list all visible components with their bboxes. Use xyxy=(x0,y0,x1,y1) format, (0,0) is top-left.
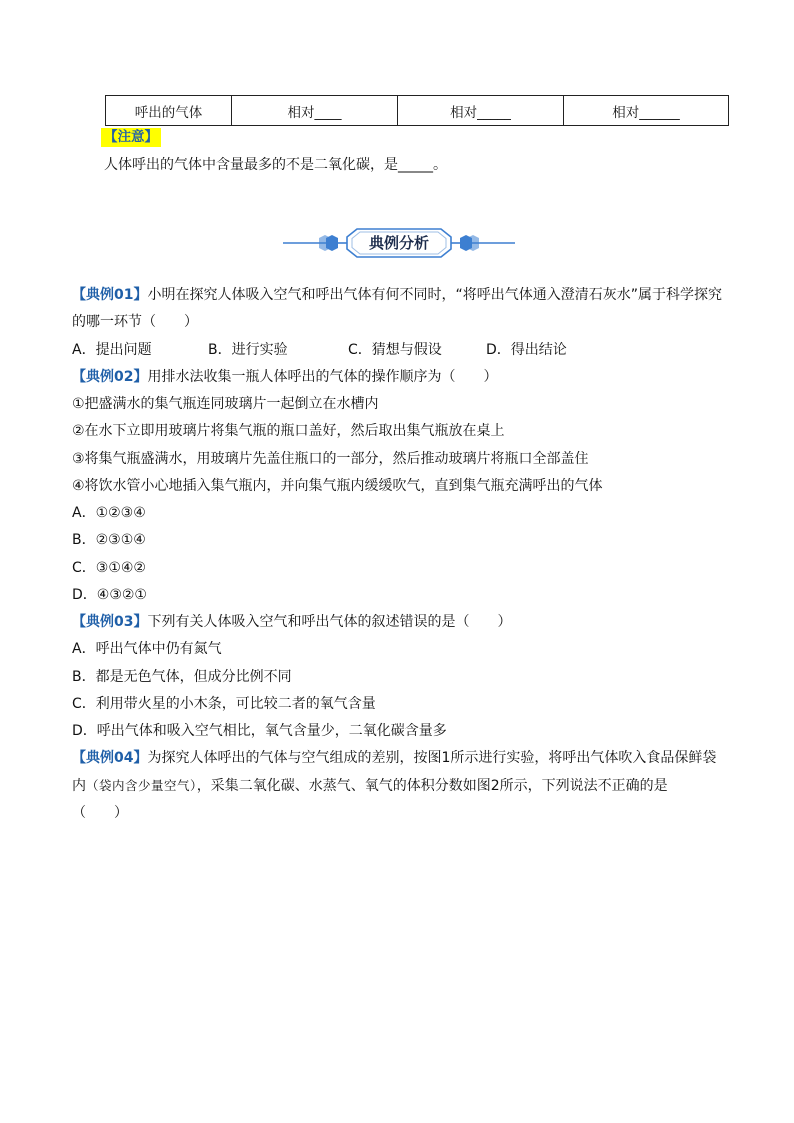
table-cell-blank: 相对____ xyxy=(231,96,397,125)
example-03-stem xyxy=(72,611,511,633)
example-02-option-a: A．①②③④ xyxy=(72,505,146,521)
example-04-stem xyxy=(72,747,716,769)
table-cell-label: 呼出的气体 xyxy=(134,104,203,121)
example-01-stem xyxy=(72,284,722,306)
example-03-stem-text: 下列有关人体吸入空气和呼出气体的叙述错误的是（ ） xyxy=(147,614,512,630)
example-04-stem-cont xyxy=(72,775,668,797)
table-cell-blank: 相对_____ xyxy=(397,96,563,125)
example-02-step: ④将饮水管小心地插入集气瓶内，并向集气瓶内缓缓吹气，直到集气瓶充满呼出的气体 xyxy=(72,478,603,494)
example-02-stem xyxy=(72,366,497,388)
example-03-option-c: C．利用带火星的小木条，可比较二者的氧气含量 xyxy=(72,696,376,712)
option-b: B．进行实验 xyxy=(208,342,288,358)
example-02-stem-text: 用排水法收集一瓶人体呼出的气体的操作顺序为（ ） xyxy=(147,369,498,385)
example-01-options xyxy=(72,339,567,361)
option-a: A．提出问题 xyxy=(72,342,152,358)
example-04-stem-c: ，采集二氧化碳、水蒸气、氧气的体积分数如图2所示，下列说法不正确的是 xyxy=(196,778,668,794)
example-02-step: ①把盛满水的集气瓶连同玻璃片一起倒立在水槽内 xyxy=(72,396,379,412)
gas-comparison-table-row xyxy=(105,95,729,126)
example-02-option-b: B．②③①④ xyxy=(72,532,146,548)
section-title: 典例分析 xyxy=(368,234,429,252)
example-02-tag: 【典例02】 xyxy=(72,369,148,385)
section-header xyxy=(283,226,515,260)
example-01-stem-text: 小明在探究人体吸入空气和呼出气体有何不同时，“将呼出气体通入澄清石灰水”属于科学探究 xyxy=(147,287,722,303)
option-c: C．猜想与假设 xyxy=(348,342,442,358)
example-01-stem-cont: 的哪一环节（ ） xyxy=(72,314,198,330)
example-04-stem-text: 为探究人体呼出的气体与空气组成的差别，按图1所示进行实验，将呼出气体吹入食品保鲜袋 xyxy=(147,750,717,766)
example-03-option-b: B．都是无色气体，但成分比例不同 xyxy=(72,669,292,685)
example-03-option-a: A．呼出气体中仍有氮气 xyxy=(72,641,222,657)
example-01-tag: 【典例01】 xyxy=(72,287,148,303)
note-tag: 【注意】 xyxy=(101,128,161,147)
table-cell-blank: 相对______ xyxy=(563,96,728,125)
example-04-tag: 【典例04】 xyxy=(72,750,148,766)
example-02-option-d: D．④③②① xyxy=(72,587,147,603)
example-04-answer-bracket: （ ） xyxy=(72,805,128,821)
note-text: 人体呼出的气体中含量最多的不是二氧化碳，是_____。 xyxy=(104,157,447,173)
option-d: D．得出结论 xyxy=(486,342,567,358)
example-04-stem-a: 内 xyxy=(72,778,86,794)
example-03-option-d: D．呼出气体和吸入空气相比，氧气含量少，二氧化碳含量多 xyxy=(72,723,447,739)
example-02-step: ③将集气瓶盛满水，用玻璃片先盖住瓶口的一部分，然后推动玻璃片将瓶口全部盖住 xyxy=(72,451,589,467)
example-02-step: ②在水下立即用玻璃片将集气瓶的瓶口盖好，然后取出集气瓶放在桌上 xyxy=(72,423,505,439)
example-04-stem-b: （袋内含少量空气） xyxy=(86,778,197,793)
example-02-option-c: C．③①④② xyxy=(72,560,146,576)
example-03-tag: 【典例03】 xyxy=(72,614,148,630)
